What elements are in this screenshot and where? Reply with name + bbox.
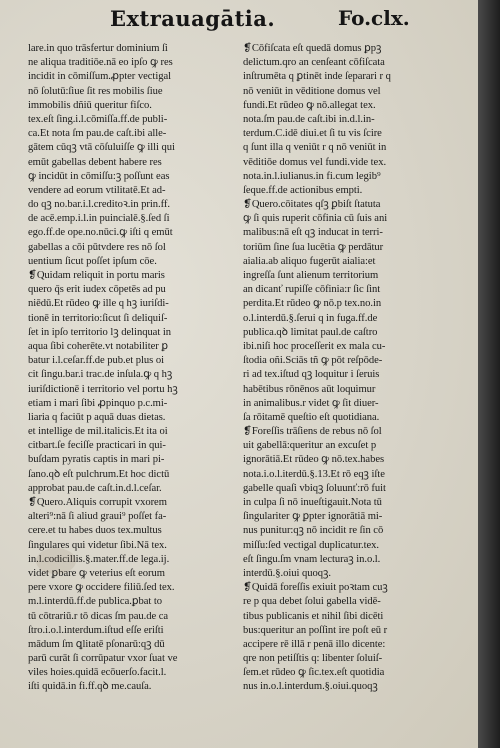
text-line: parū curāt ſi corrūpatur vxor ſuat ve [28,653,178,665]
text-line: ſingulares qui videtur ſibi.Nā tex. [28,539,167,551]
text-line: ſtodia oñi.Sciās tñ ꝙ pōt reſpōde- [243,355,383,367]
text-line: ❡Quero.cōitates qſꝫ ꝑbiſt ſtatuta [243,199,381,211]
text-line: nota.i.o.l.iterdū.§.13.Et rō eqꝫ iſte [243,468,385,480]
text-line: ſtro.i.o.l.interdum.iſtud eſſe eriſti [28,624,164,636]
text-line: cere.et tu habes duos tex.multus [28,525,162,537]
text-line: nota.ſm pau.de caſt.ibi in.d.l.in- [243,113,375,125]
text-line: fundi.Et rūdeo ꝙ nō.allegat tex. [243,99,376,111]
text-line: cit ſingu.bar.i trac.de inſula.ꝙ q hꝫ [28,369,173,381]
text-line: vēditiōe domus vel fundi.vide tex. [243,156,387,168]
text-line: habētibus rōnēnos aūt loquimur [243,383,376,395]
text-line: do qꝫ no.bar.i.l.creditoꝛ.in prin.ff. [28,199,170,211]
text-line: batur i.l.ceſar.ff.de pub.et plus oi [28,355,164,367]
text-line: buſdam pyratis captis in mari pi- [28,454,165,466]
text-line: malibus:nā eſt qꝫ inducat in terri- [243,227,383,239]
text-line: niēdū.Et rūdeo ꝙ ille q hꝫ iuriſdi- [28,298,169,310]
text-line: incidit in cōmiſſum.ꝓpter vectigal [28,71,172,83]
paper-stain [36,548,76,574]
text-line: terdum.C.idē diui.et ſi tu vis ſcire [243,128,382,140]
text-line: ❡Quero.Aliquis corrupit vxorem [28,497,167,508]
text-line: tū cōtrariū.r tō dicas ſm pau.de ca [28,610,169,622]
text-line: immobilis dñiū queritur fiſco. [28,99,152,111]
text-line: ſeque.ff.de actionibus empti. [243,184,363,196]
text-line: tex.eſt ſing.i.l.cōmiſſa.ff.de publi- [28,113,168,125]
text-line: ❡Quidam reliquit in portu maris [28,270,165,281]
text-line: aqua ſibi coherēte.vt notabiliter ꝑ [28,340,168,352]
text-line: in.l.codicillis.§.mater.ff.de lega.ij. [28,553,170,565]
text-line: gabelle quaſi vbiqꝫ ſoluunť:rō fuit [243,482,386,494]
text-line: ca.Et nota ſm pau.de caſt.ibi alle- [28,128,167,140]
text-line: ꝙ ſi quis ruperit cōfinia cū ſuis ani [243,213,388,225]
text-line: nus in.o.l.interdum.§.oiui.quoqꝫ [243,681,378,693]
text-line: ſano.qꝺ eſt pulchrum.Et hoc dictū [28,468,170,480]
text-line: nus punitur:qꝫ nō incidit re ſin cō [243,525,384,537]
text-line: ſem.et rūdeo ꝙ ſic.tex.eſt quotidia [243,667,385,679]
text-line: viles hoies.quidā ecōuerſo.facit.l. [28,667,167,679]
text-line: bus:queritur an poſſint ire poſt eū r [243,624,388,636]
text-line: uentium ſicut poſſet ipſum cōe. [28,255,157,267]
text-line: in culpa ſi nō inueſtigauit.Nota tū [243,497,382,508]
text-line: ❡Cōfiſcata eſt quedā domus ꝑpꝫ [243,43,382,54]
text-line: perdita.Et rūdeo ꝙ nō.p tex.no.in [243,298,382,310]
text-line: nō veniūt in vēditione domus vel [243,85,381,97]
text-line: publica.qꝺ limitat paul.de caſtro [243,326,378,338]
text-line: de acē.emp.i.l.in puincialē.§.ſed ſi [28,213,170,225]
text-line: eſt ſingu.ſm vnam lecturaꝫ in.o.l. [243,553,381,565]
text-line: toriūm ſine ſua lucētia ꝙ perdātur [243,241,384,253]
text-line: iuriſdictionē i territorio vel portu hꝫ [28,383,178,395]
text-line: nō ſolutū:ſiue ſit res mobilis ſiue [28,85,163,97]
text-line: ❡Quidā foreſſis exiuit poꝛtam cuꝫ [243,582,388,594]
text-line: nota.in.l.iulianus.in fi.cum legib⁹ [243,170,381,182]
text-line: alteri⁹:nā ſi aliud graui⁹ poſſet fa- [28,511,167,523]
text-line: gabellas a cōi pūtvdere res nō ſol [28,241,166,253]
text-line: miſſu:ſed vectigal duplicatur.tex. [243,539,379,551]
left-text-column [28,42,234,732]
text-line: q ſunt illa q veniūt r q nō veniūt in [243,142,387,154]
text-line: ꝙ incidūt in cōmiſſu:ꝫ poſſunt eas [28,170,170,182]
text-line: liaria q faciūt p aquā duas dietas. [28,411,166,423]
text-line: lare.in quo trāsfertur dominium ſi [28,43,168,54]
text-line: in animalibus.r videt ꝙ ſit diuer- [243,397,379,409]
text-line: accipere rē illā r penā illo dicente: [243,638,386,650]
text-line: ignorātiā.Et rūdeo ꝙ nō.tex.habes [243,454,385,466]
text-line: approbat pau.de caſt.in.d.l.ceſar. [28,482,162,494]
text-line: gātem cūqꝫ vtā cōſuluiſſe ꝙ illi qui [28,142,175,154]
text-line: ri ad tex.iſtud qꝫ loquitur i ſeruis [243,369,380,381]
text-line: mādum ſm ꝗlitatē pſonarū:qꝫ dū [28,638,165,650]
text-line: re p qua debet ſolui gabella vidē- [243,596,381,608]
text-line: qre non petiſſtis q: libenter ſoluiſ- [243,653,383,665]
text-line: emūt gabellas debent habere res [28,156,162,168]
text-line: ingreſſa ſunt alienum territorium [243,270,379,281]
text-line: ibi.niſi hoc proceſſerit ex mala cu- [243,340,386,352]
text-line: an dicanť rupiſſe cōfinia:r ſic ſint [243,284,381,296]
text-line: ſa rōitamē queſtio eſt quotidiana. [243,411,380,423]
text-line: ſet in ipſo territorio lꝫ delinquat in [28,326,171,338]
text-line: videt ꝑbare ꝙ veterius eſt eorum [28,567,165,579]
text-line: quero q̄s erit iudex cōpetēs ad pu [28,284,166,296]
text-line: aialia.ab aliquo fugerūt aialia:et [243,255,376,267]
text-line: et intellige de mil.italicis.Et ita oi [28,426,168,438]
page-edge-shadow [478,0,500,748]
text-line: ne aliqua traditiōe.nā eo ipſo ꝙ res [28,57,173,69]
text-line: uit gabellā:queritur an excuſet p [243,440,377,452]
text-line: interdū.§.oiui quoqꝫ. [243,567,331,579]
text-line: etiam i mari ſibi ꝓpinquo p.c.mi- [28,397,168,409]
text-line: ſingulariter ꝙ ꝑpter ignorātiā mi- [243,511,383,523]
text-line: ego.ff.de ope.no.nūci.ꝙ iſti q emūt [28,227,173,239]
text-line: o.l.interdū.§.ſerui q in fuga.ff.de [243,312,378,324]
text-line: iſti quidā.in fi.ff.qꝺ me.cauſa. [28,681,152,693]
folio-number: Fo.clx. [338,6,410,30]
text-line: vendere ad eorum vtilitatē.Et ad- [28,184,166,196]
running-title: Extrauagātia. [110,6,276,31]
right-text-column [243,42,461,732]
text-line: ❡Foreſſis trāſiens de rebus nō ſol [243,426,382,438]
text-line: m.l.interdū.ff.de publica.ꝑbat to [28,596,163,608]
text-line: citbart.ſe feciſſe practicari in qui- [28,440,166,452]
text-line: inſtrumēta q ꝑtinēt inde ſeparari r q [243,71,391,83]
text-line: pere vxore ꝙ occidere filiū.ſed tex. [28,582,175,594]
text-line: tibus publicanis et nihil ſibi dicēti [243,610,384,622]
text-line: tionē in territorio:ſicut ſi deliquiſ- [28,312,168,324]
text-line: delictum.qro an cenſeant cōfiſcata [243,57,385,69]
